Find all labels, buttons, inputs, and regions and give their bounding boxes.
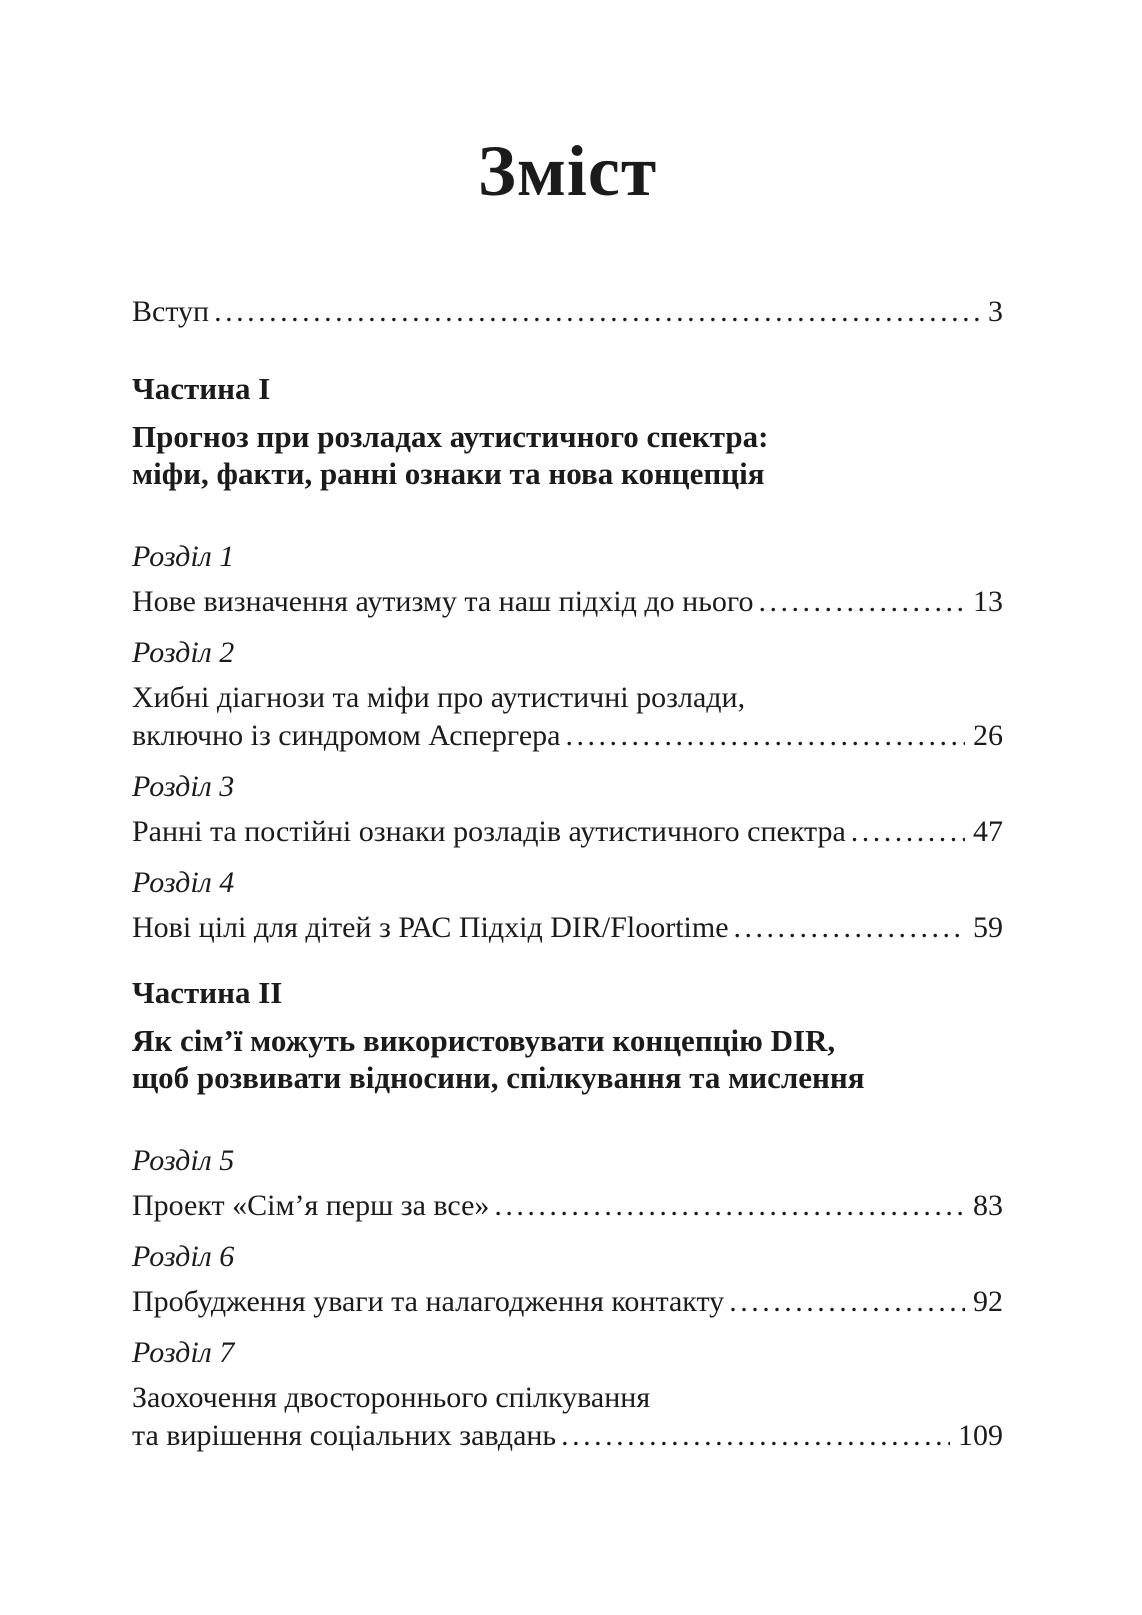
page-number: 59 [973, 911, 1003, 944]
dot-leader [851, 813, 965, 851]
page-number: 47 [973, 815, 1003, 848]
page-number: 109 [958, 1419, 1003, 1452]
entry-title-line1: Заохочення двостороннього спілкування [132, 1381, 651, 1414]
toc-entry-intro [132, 293, 1003, 331]
chapter-label: Розділ 5 [132, 1144, 235, 1177]
page-number: 26 [973, 719, 1003, 752]
dot-leader [214, 293, 980, 331]
part-heading: Частина II [132, 975, 283, 1010]
toc-chapter [132, 1238, 1003, 1321]
part-1 [132, 369, 1003, 947]
dot-leader [494, 1187, 965, 1225]
toc-chapter [132, 864, 1003, 947]
part-subtitle [132, 1022, 1003, 1096]
toc-entry [132, 583, 1003, 621]
chapter-label: Розділ 3 [132, 770, 235, 803]
entry-title: Пробудження уваги та налагодження контакту [132, 1285, 725, 1318]
page-number: 3 [988, 295, 1003, 328]
page-number: 92 [973, 1285, 1003, 1318]
toc-chapter [132, 1142, 1003, 1225]
entry-title: Ранні та постійні ознаки розладів аутистичного спектра [132, 815, 846, 848]
toc-chapter [132, 1334, 1003, 1455]
chapter-label: Розділ 2 [132, 636, 235, 669]
entry-title: Вступ [132, 295, 210, 328]
entry-title: Нові цілі для дітей з РАС Підхід DIR/Floortime [132, 911, 729, 944]
toc-entry [132, 1187, 1003, 1225]
entry-title-line2: та вирішення соціальних завдань [132, 1419, 557, 1452]
part-heading: Частина I [132, 371, 271, 406]
page-number: 13 [973, 585, 1003, 618]
toc-entry [132, 813, 1003, 851]
toc-chapter [132, 634, 1003, 755]
page-number: 83 [973, 1189, 1003, 1222]
toc-entry [132, 1283, 1003, 1321]
chapter-label: Розділ 4 [132, 866, 235, 899]
part-subtitle-line1: Як сім’ї можуть використовувати концепцію DIR, [132, 1023, 836, 1058]
part-2 [132, 973, 1003, 1455]
dot-leader [758, 583, 965, 621]
chapter-label: Розділ 6 [132, 1240, 235, 1273]
part-subtitle-line2: міфи, факти, ранні ознаки та нова концепція [132, 456, 765, 491]
dot-leader [565, 717, 965, 755]
toc-entry [132, 1379, 1003, 1455]
entry-title-line2-row [132, 717, 1003, 755]
toc-entry [132, 909, 1003, 947]
entry-title-line2-row [132, 1417, 1003, 1455]
dot-leader [734, 909, 965, 947]
entry-title: Проект «Сім’я перш за все» [132, 1189, 490, 1222]
toc-entry [132, 679, 1003, 755]
part-subtitle-line2: щоб розвивати відносини, спілкування та мислення [132, 1060, 865, 1095]
entry-title: Нове визначення аутизму та наш підхід до нього [132, 585, 754, 618]
chapter-label: Розділ 1 [132, 540, 235, 573]
part-subtitle-line1: Прогноз при розладах аутистичного спектра: [132, 419, 769, 454]
entry-title-line2: включно із синдромом Аспергера [132, 719, 561, 752]
toc-chapter [132, 538, 1003, 621]
dot-leader [729, 1283, 965, 1321]
chapter-label: Розділ 7 [132, 1336, 235, 1369]
page-title: Зміст [477, 131, 658, 211]
dot-leader [561, 1417, 950, 1455]
toc-chapter [132, 768, 1003, 851]
part-subtitle [132, 418, 1003, 492]
entry-title-line1: Хибні діагнози та міфи про аутистичні розлади, [132, 681, 746, 714]
